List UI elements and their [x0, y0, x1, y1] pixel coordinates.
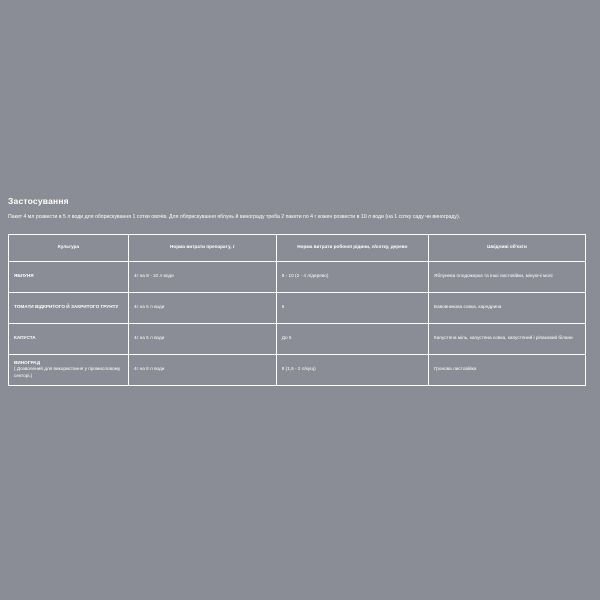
cell-culture: [9, 292, 129, 323]
table-row: [9, 261, 586, 292]
culture-note: ( Дозволений для використання у промисловому секторі.): [14, 366, 121, 379]
application-section: [0, 196, 600, 386]
culture-name: ВИНОГРАД: [14, 359, 41, 365]
section-title: Застосування: [8, 196, 69, 206]
application-table: [8, 234, 586, 386]
section-intro-text: Пакет 4 мл розвести в 5 л води для обприскування 1 сотки овочів. Для обприскування яблунь й винограду треба 2 пакети по 4 г кожен розвести в 10 л води (на 1 сотку саду чи винограду).: [8, 214, 461, 220]
cell-liquid: 8 (1,5 - 2 л/кущ): [276, 354, 428, 385]
cell-pests: Гронова листовійка: [429, 354, 586, 385]
cell-liquid: 5: [276, 292, 428, 323]
cell-pests: Капустяна міль, капустяна совка, капустяний і ріпаковий білани: [429, 323, 586, 354]
cell-culture: [9, 354, 129, 385]
cell-dose: 4г на 8 - 10 л води: [129, 261, 277, 292]
culture-name: КАПУСТА: [14, 335, 36, 341]
cell-dose: 4г на 5 л води: [129, 323, 277, 354]
table-row: [9, 323, 586, 354]
column-header-dose: Норма витрати препарату, г: [129, 234, 277, 261]
cell-dose: 4г на 8 л води: [129, 354, 277, 385]
column-header-liquid: Норма витрати робочої рідини, л/сотку, дерево: [276, 234, 428, 261]
cell-culture: [9, 323, 129, 354]
column-header-culture: Культура: [9, 234, 129, 261]
cell-dose: 4г на 5 л води: [129, 292, 277, 323]
cell-liquid: До 5: [276, 323, 428, 354]
table-header-row: [9, 234, 586, 261]
cell-liquid: 8 - 10 (2 - 4 л/дерево): [276, 261, 428, 292]
culture-name: ЯБЛУНЯ: [14, 273, 34, 279]
cell-culture: [9, 261, 129, 292]
cell-pests: Яблунева плодожерка та інші листовійки, мінуючі молі: [429, 261, 586, 292]
culture-name: ТОМАТИ ВІДКРИТОГО Й ЗАКРИТОГО ГРУНТУ: [14, 304, 119, 310]
cell-pests: Бавовникова совка, каредрина: [429, 292, 586, 323]
table-row: [9, 354, 586, 385]
column-header-pests: Шкідливі об'єкти: [429, 234, 586, 261]
table-row: [9, 292, 586, 323]
